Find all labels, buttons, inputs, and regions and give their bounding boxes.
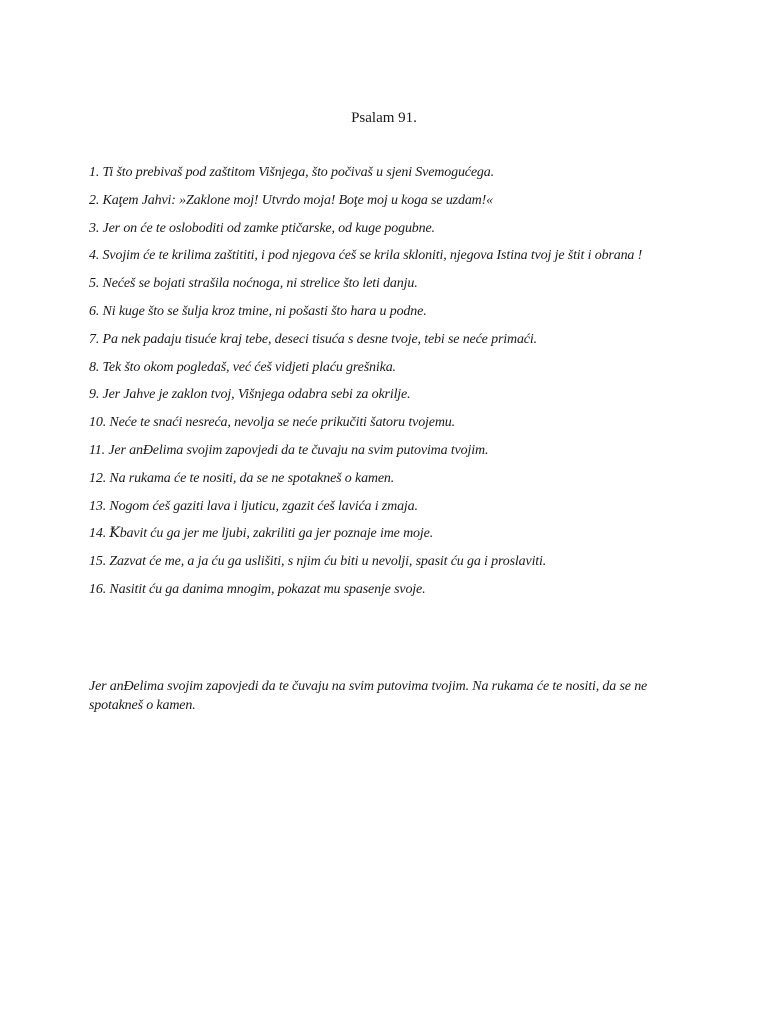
verse-5: 5. Nećeš se bojati strašila noćnoga, ni strelice što leti danju. bbox=[89, 276, 418, 292]
verse-12: 12. Na rukama će te nositi, da se ne spotakneš o kamen. bbox=[89, 470, 395, 486]
verse-2: 2. Kaţem Jahvi: »Zaklone moj! Utvrdo moja! Boţe moj u koga se uzdam!« bbox=[89, 192, 494, 208]
closing-paragraph: Jer anĐelima svojim zapovjedi da te čuvaju na svim putovima tvojim. Na rukama će te nositi, da se ne spotakneš o kamen. bbox=[89, 679, 648, 713]
verse-list bbox=[89, 163, 729, 608]
verse-1: 1. Ti što prebivaš pod zaštitom Višnjega, što počivaš u sjeni Svemogućega. bbox=[89, 165, 494, 180]
verse-9: 9. Jer Jahve je zaklon tvoj, Višnjega odabra sebi za okrilje. bbox=[89, 387, 411, 403]
verse-13: 13. Nogom ćeš gaziti lava i ljuticu, zgazit ćeš lavića i zmaja. bbox=[89, 498, 418, 514]
verse-4: 4. Svojim će te krilima zaštititi, i pod njegova ćeš se krila skloniti, njegova Istina tvoj je štit i obrana ! bbox=[89, 248, 643, 264]
verse-8: 8. Tek što okom pogledaš, već ćeš vidjeti plaću grešnika. bbox=[89, 359, 396, 375]
page-title: Psalam 91. bbox=[351, 110, 417, 126]
verse-11: 11. Jer anĐelima svojim zapovjedi da te čuvaju na svim putovima tvojim. bbox=[89, 442, 489, 458]
verse-6: 6. Ni kuge što se šulja kroz tmine, ni pošasti što hara u podne. bbox=[89, 303, 427, 319]
verse-15: 15. Zazvat će me, a ja ću ga uslišiti, s njim ću biti u nevolji, spasit ću ga i proslaviti. bbox=[89, 554, 547, 570]
verse-7: 7. Pa nek padaju tisuće kraj tebe, deseci tisuća s desne tvoje, tebi se neće primaći. bbox=[89, 331, 537, 347]
verse-14: 14. Ꝁbavit ću ga jer me ljubi, zakriliti ga jer poznaje ime moje. bbox=[89, 526, 434, 542]
verse-16: 16. Nasitit ću ga danima mnogim, pokazat mu spasenje svoje. bbox=[89, 581, 426, 597]
verse-3: 3. Jer on će te osloboditi od zamke ptičarske, od kuge pogubne. bbox=[89, 220, 435, 236]
verse-10: 10. Neće te snaći nesreća, nevolja se neće prikučiti šatoru tvojemu. bbox=[89, 415, 456, 431]
